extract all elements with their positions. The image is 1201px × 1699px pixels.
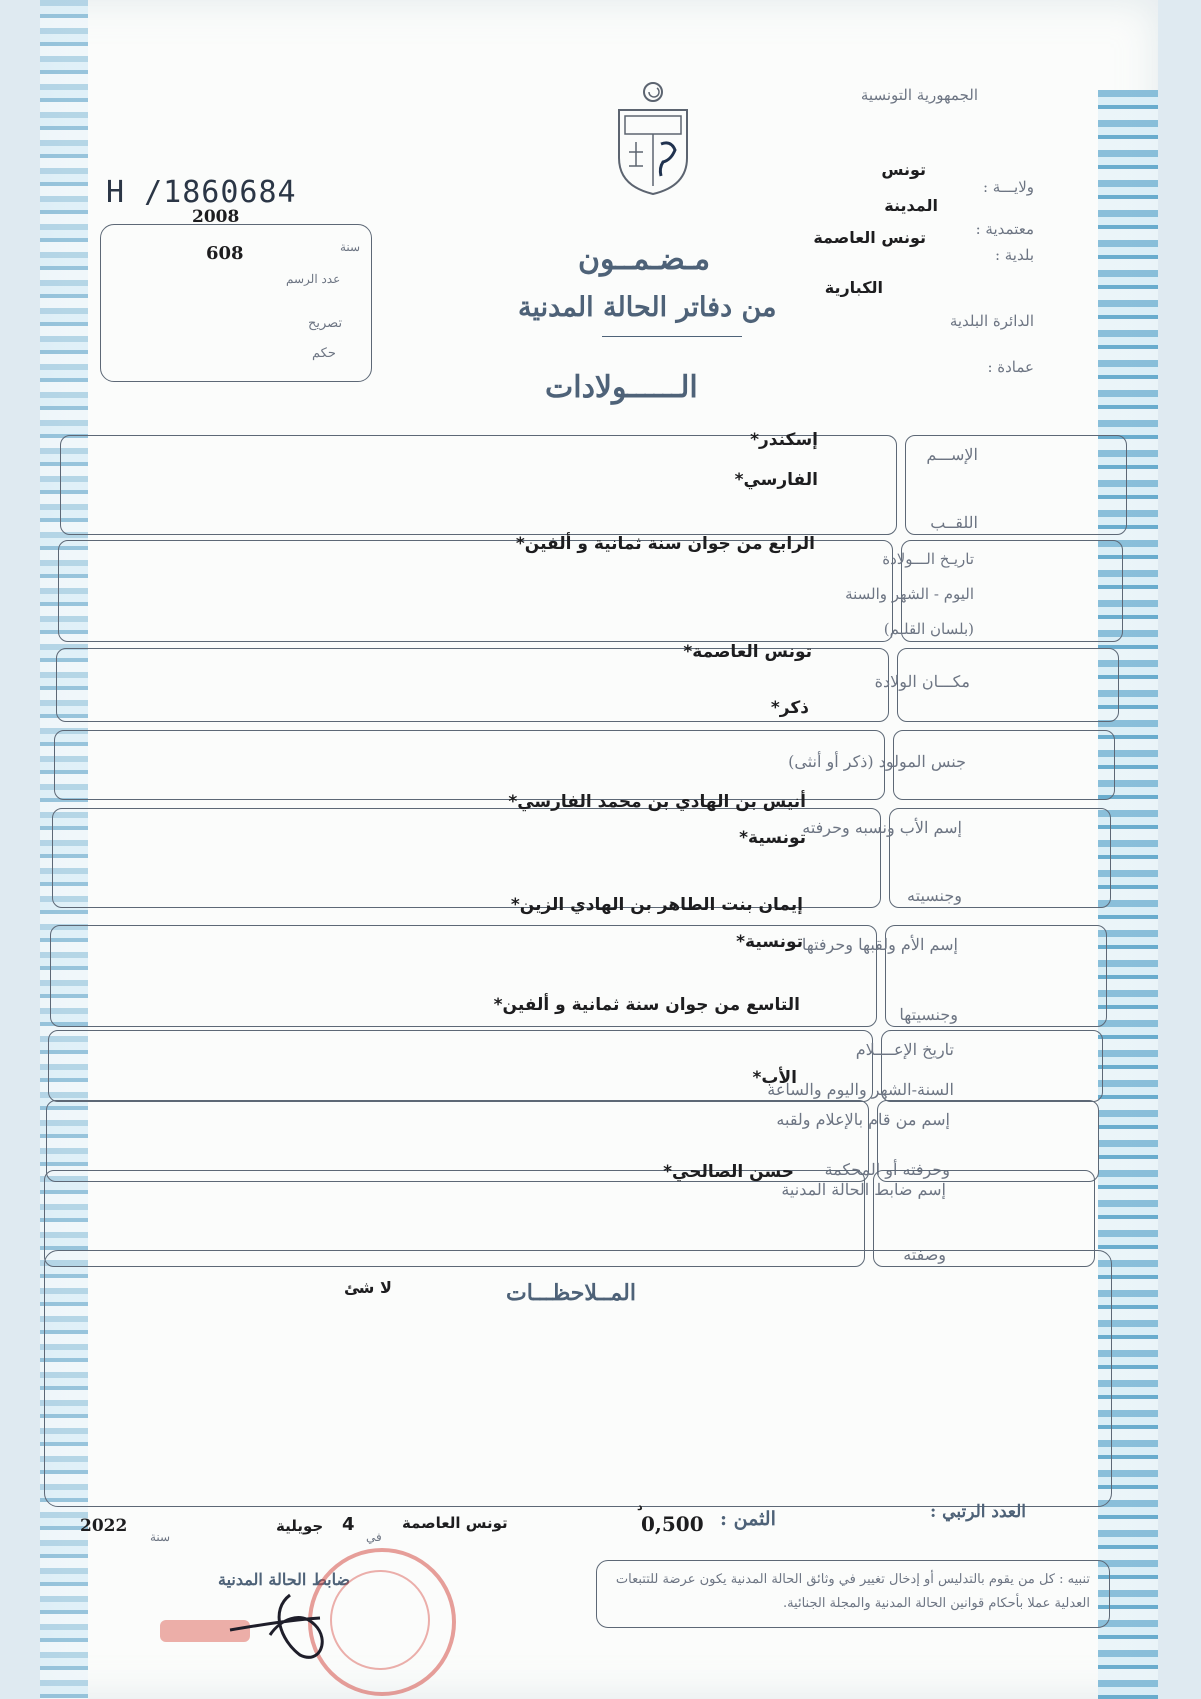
record-number-label: عدد الرسم: [286, 272, 341, 286]
price-value: 0,500: [641, 1512, 704, 1536]
row-value: تونسية*: [739, 828, 806, 848]
row-value-box: [48, 1030, 873, 1102]
section-title: الــــــولادات: [545, 370, 698, 405]
price-unit: د: [637, 1500, 643, 1513]
footer-day: 4: [342, 1514, 355, 1535]
republic-header: الجمهورية التونسية: [860, 86, 978, 104]
mootamadia-value: المدينة: [884, 196, 938, 215]
mootamadia-label: معتمدية :: [975, 220, 1034, 238]
title-underline: [602, 336, 742, 337]
row-label: إسم ضابط الحالة المدنية: [781, 1180, 946, 1199]
row-label: إسم من قام بالإعلام ولقبه: [776, 1110, 950, 1129]
title-line1: مـضـمــون: [578, 242, 711, 277]
row-value: تونسية*: [736, 932, 803, 952]
row-label: جنس المولود (ذكر أو أنثى): [788, 752, 966, 771]
row-value: ذكر*: [770, 698, 809, 718]
footer-place: تونس العاصمة: [402, 1514, 508, 1532]
row-label: الإســـم: [926, 445, 978, 464]
coat-of-arms-icon: [613, 78, 693, 198]
row-value: حسن الصالحي*: [663, 1162, 794, 1182]
row-value-box: [54, 730, 885, 800]
row-value: تونس العاصمة*: [683, 642, 812, 662]
row-value: إسكندر*: [750, 430, 818, 450]
row-label: وجنسيته: [907, 886, 962, 905]
baladia-label: بلدية :: [994, 246, 1034, 264]
row-value: الأب*: [752, 1068, 797, 1088]
row-value: أنيس بن الهادي بن محمد الفارسي*: [508, 792, 806, 812]
row-label: (بلسان القلـم): [883, 620, 974, 638]
record-year-label: سنة: [340, 240, 361, 254]
record-number: 608: [206, 243, 244, 264]
officer-title: ضابط الحالة المدنية: [218, 1570, 351, 1589]
record-year: 2008: [192, 207, 240, 227]
row-value: الفارسي*: [734, 470, 818, 490]
row-label: اللقــب: [930, 513, 978, 532]
footer-year: 2022: [80, 1516, 128, 1536]
row-label: تاريـخ الـــولادة: [882, 550, 974, 568]
remarks-value: لا شئ: [344, 1278, 392, 1297]
row-label: إسم الأم ولقبها وحرفتها: [801, 935, 958, 954]
row-label: وصفته: [903, 1245, 946, 1264]
row-value-box: [52, 808, 881, 908]
row-label: اليوم - الشهر والسنة: [845, 585, 974, 603]
row-label: مكـــان الولادة: [874, 672, 970, 691]
footer-in-label: في: [366, 1530, 382, 1544]
title-line2: من دفاتر الحالة المدنية: [518, 292, 777, 323]
row-value-box: [58, 540, 893, 642]
remarks-label: المــلاحظـــات: [506, 1280, 636, 1306]
row-label: السنة-الشهر واليوم والساعة: [767, 1080, 954, 1099]
wilaya-label: ولايـــة :: [982, 178, 1034, 196]
footer-year-label: سنة: [150, 1530, 171, 1544]
serial-count-label: العدد الرتبي :: [929, 1502, 1026, 1522]
row-label: وجنسيتها: [899, 1005, 958, 1024]
omada-label: عمادة :: [987, 358, 1034, 376]
row-label: تاريخ الإعــــلام: [855, 1040, 954, 1059]
row-label: وحرفته أو المحكمة: [824, 1160, 950, 1179]
wilaya-value: تونس: [881, 160, 926, 179]
daira-label: الدائرة البلدية: [949, 312, 1034, 330]
judgment-label: حكم: [312, 346, 336, 361]
row-label: إسم الأب ونسبه وحرفته: [802, 818, 962, 837]
row-value: إيمان بنت الطاهر بن الهادي الزين*: [510, 895, 803, 915]
daira-value: الكبارية: [824, 278, 883, 297]
row-value: التاسع من جوان سنة ثمانية و ألفين*: [493, 995, 800, 1015]
serial-number: H /1860684: [106, 175, 297, 210]
notice-text: تنبيه : كل من يقوم بالتدليس أو إدخال تغيير في وثائق الحالة المدنية يكون عرضة للتتبعات العدلية عملا بأحكام قوانين الحالة المدنية والمجلة الجنائية.: [615, 1572, 1090, 1611]
declaration-label: تصريح: [308, 316, 343, 331]
baladia-value: تونس العاصمة: [813, 228, 926, 247]
officer-signature: [220, 1580, 360, 1670]
footer-month: جويلية: [276, 1517, 324, 1535]
row-value: الرابع من جوان سنة ثمانية و ألفين*: [515, 534, 815, 554]
price-label: الثمن :: [720, 1508, 776, 1530]
document-page: [40, 0, 1158, 1699]
